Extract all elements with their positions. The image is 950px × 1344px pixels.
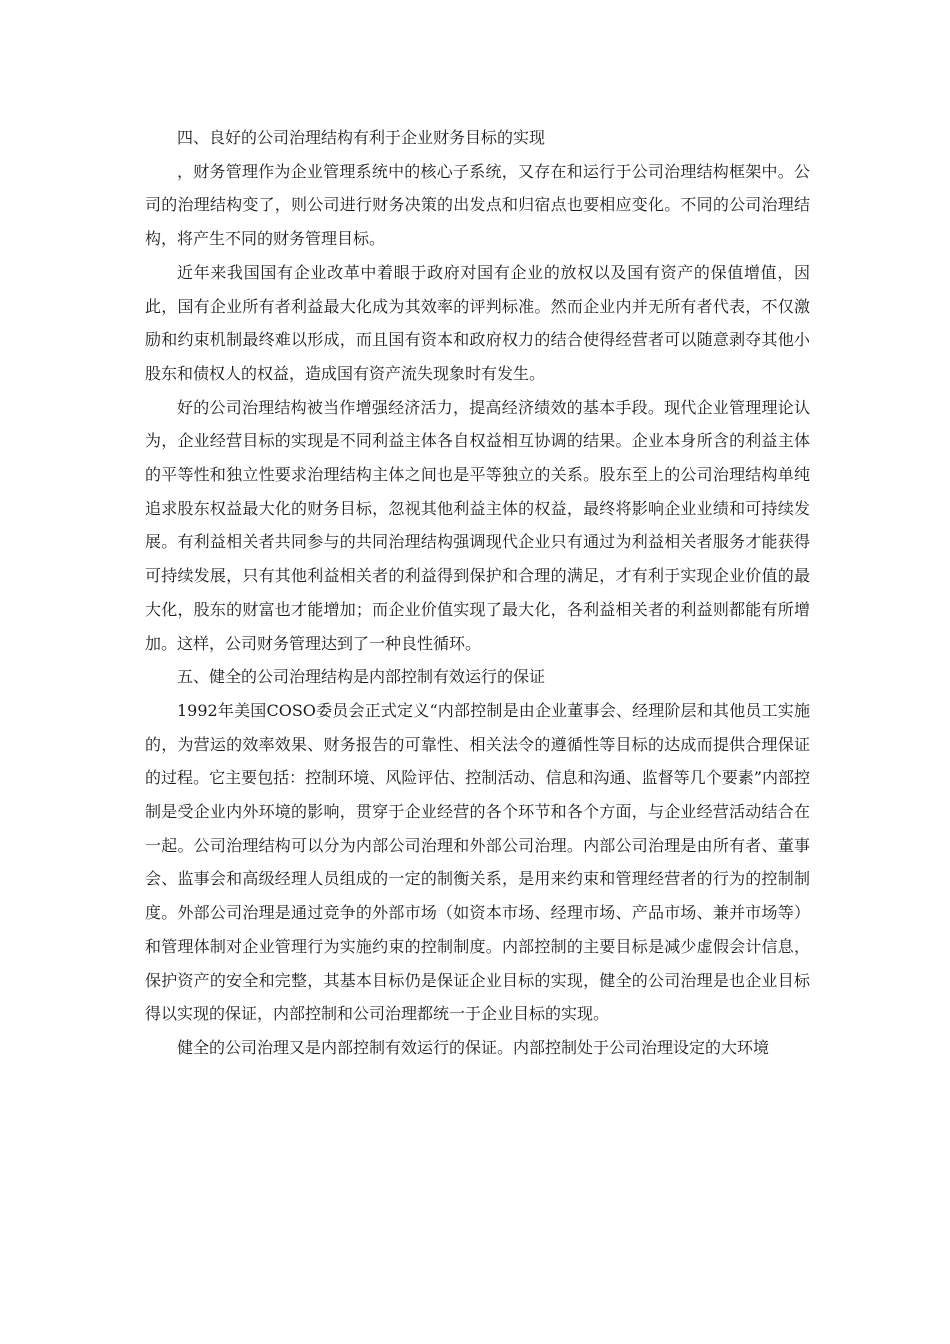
paragraph-sound-governance: 健全的公司治理又是内部控制有效运行的保证。内部控制处于公司治理设定的大环境	[177, 1037, 770, 1057]
paragraph-state-enterprise-reform: 近年来我国国有企业改革中着眼于政府对国有企业的放权以及国有资产的保值增值，因此，国有企业所有者利益最大化成为其效率的评判标准。然而企业内并无所有者代表，不仅激励和约束机制最终难以形成，而且国有资本和政府权力的结合使得经营者可以随意剥夺其他小股东和债权人的权益，造成国有资产流失现象时有发生。	[145, 262, 810, 383]
document-page	[145, 121, 810, 1065]
section-heading-four: 四、良好的公司治理结构有利于企业财务目标的实现	[177, 128, 546, 147]
section-heading-five: 五、健全的公司治理结构是内部控制有效运行的保证	[177, 667, 546, 687]
paragraph-coso-definition: 1992年美国COSO委员会正式定义“内部控制是由企业董事会、经理阶层和其他员工实施的，为营运的效率效果、财务报告的可靠性、相关法令的遵循性等目标的达成而提供合理保证的过程。它主要包括：控制环境、风险评估、控制活动、信息和沟通、监督等几个要素”内部控制是受企业内外环境的影响，贯穿于企业经营的各个环节和各个方面，与企业经营活动结合在一起。公司治理结构可以分为内部公司治理和外部公司治理。内部公司治理是由所有者、董事会、监事会和高级经理人员组成的一定的制衡关系，是用来约束和管理经营者的行为的控制制度。外部公司治理是通过竞争的外部市场（如资本市场、经理市场、产品市场、兼并市场等）和管理体制对企业管理行为实施约束的控制制度。内部控制的主要目标是减少虚假会计信息，保护资产的安全和完整，其基本目标仍是保证企业目标的实现，健全的公司治理是也企业目标得以实现的保证，内部控制和公司治理都统一于企业目标的实现。	[145, 700, 810, 1024]
paragraph-good-governance: 好的公司治理结构被当作增强经济活力，提高经济绩效的基本手段。现代企业管理理论认为，企业经营目标的实现是不同利益主体各自权益相互协调的结果。企业本身所含的利益主体的平等性和独立性要求治理结构主体之间也是平等独立的关系。股东至上的公司治理结构单纯追求股东权益最大化的财务目标，忽视其他利益主体的权益，最终将影响企业业绩和可持续发展。有利益相关者共同参与的共同治理结构强调现代企业只有通过为利益相关者服务才能获得可持续发展，只有其他利益相关者的利益得到保护和合理的满足，才有利于实现企业价值的最大化，股东的财富也才能增加；而企业价值实现了最大化，各利益相关者的利益则都能有所增加。这样，公司财务管理达到了一种良性循环。	[145, 397, 810, 653]
paragraph-financial-management: ，财务管理作为企业管理系统中的核心子系统，又存在和运行于公司治理结构框架中。公司的治理结构变了，则公司进行财务决策的出发点和归宿点也要相应变化。不同的公司治理结构，将产生不同的财务管理目标。	[145, 161, 810, 249]
